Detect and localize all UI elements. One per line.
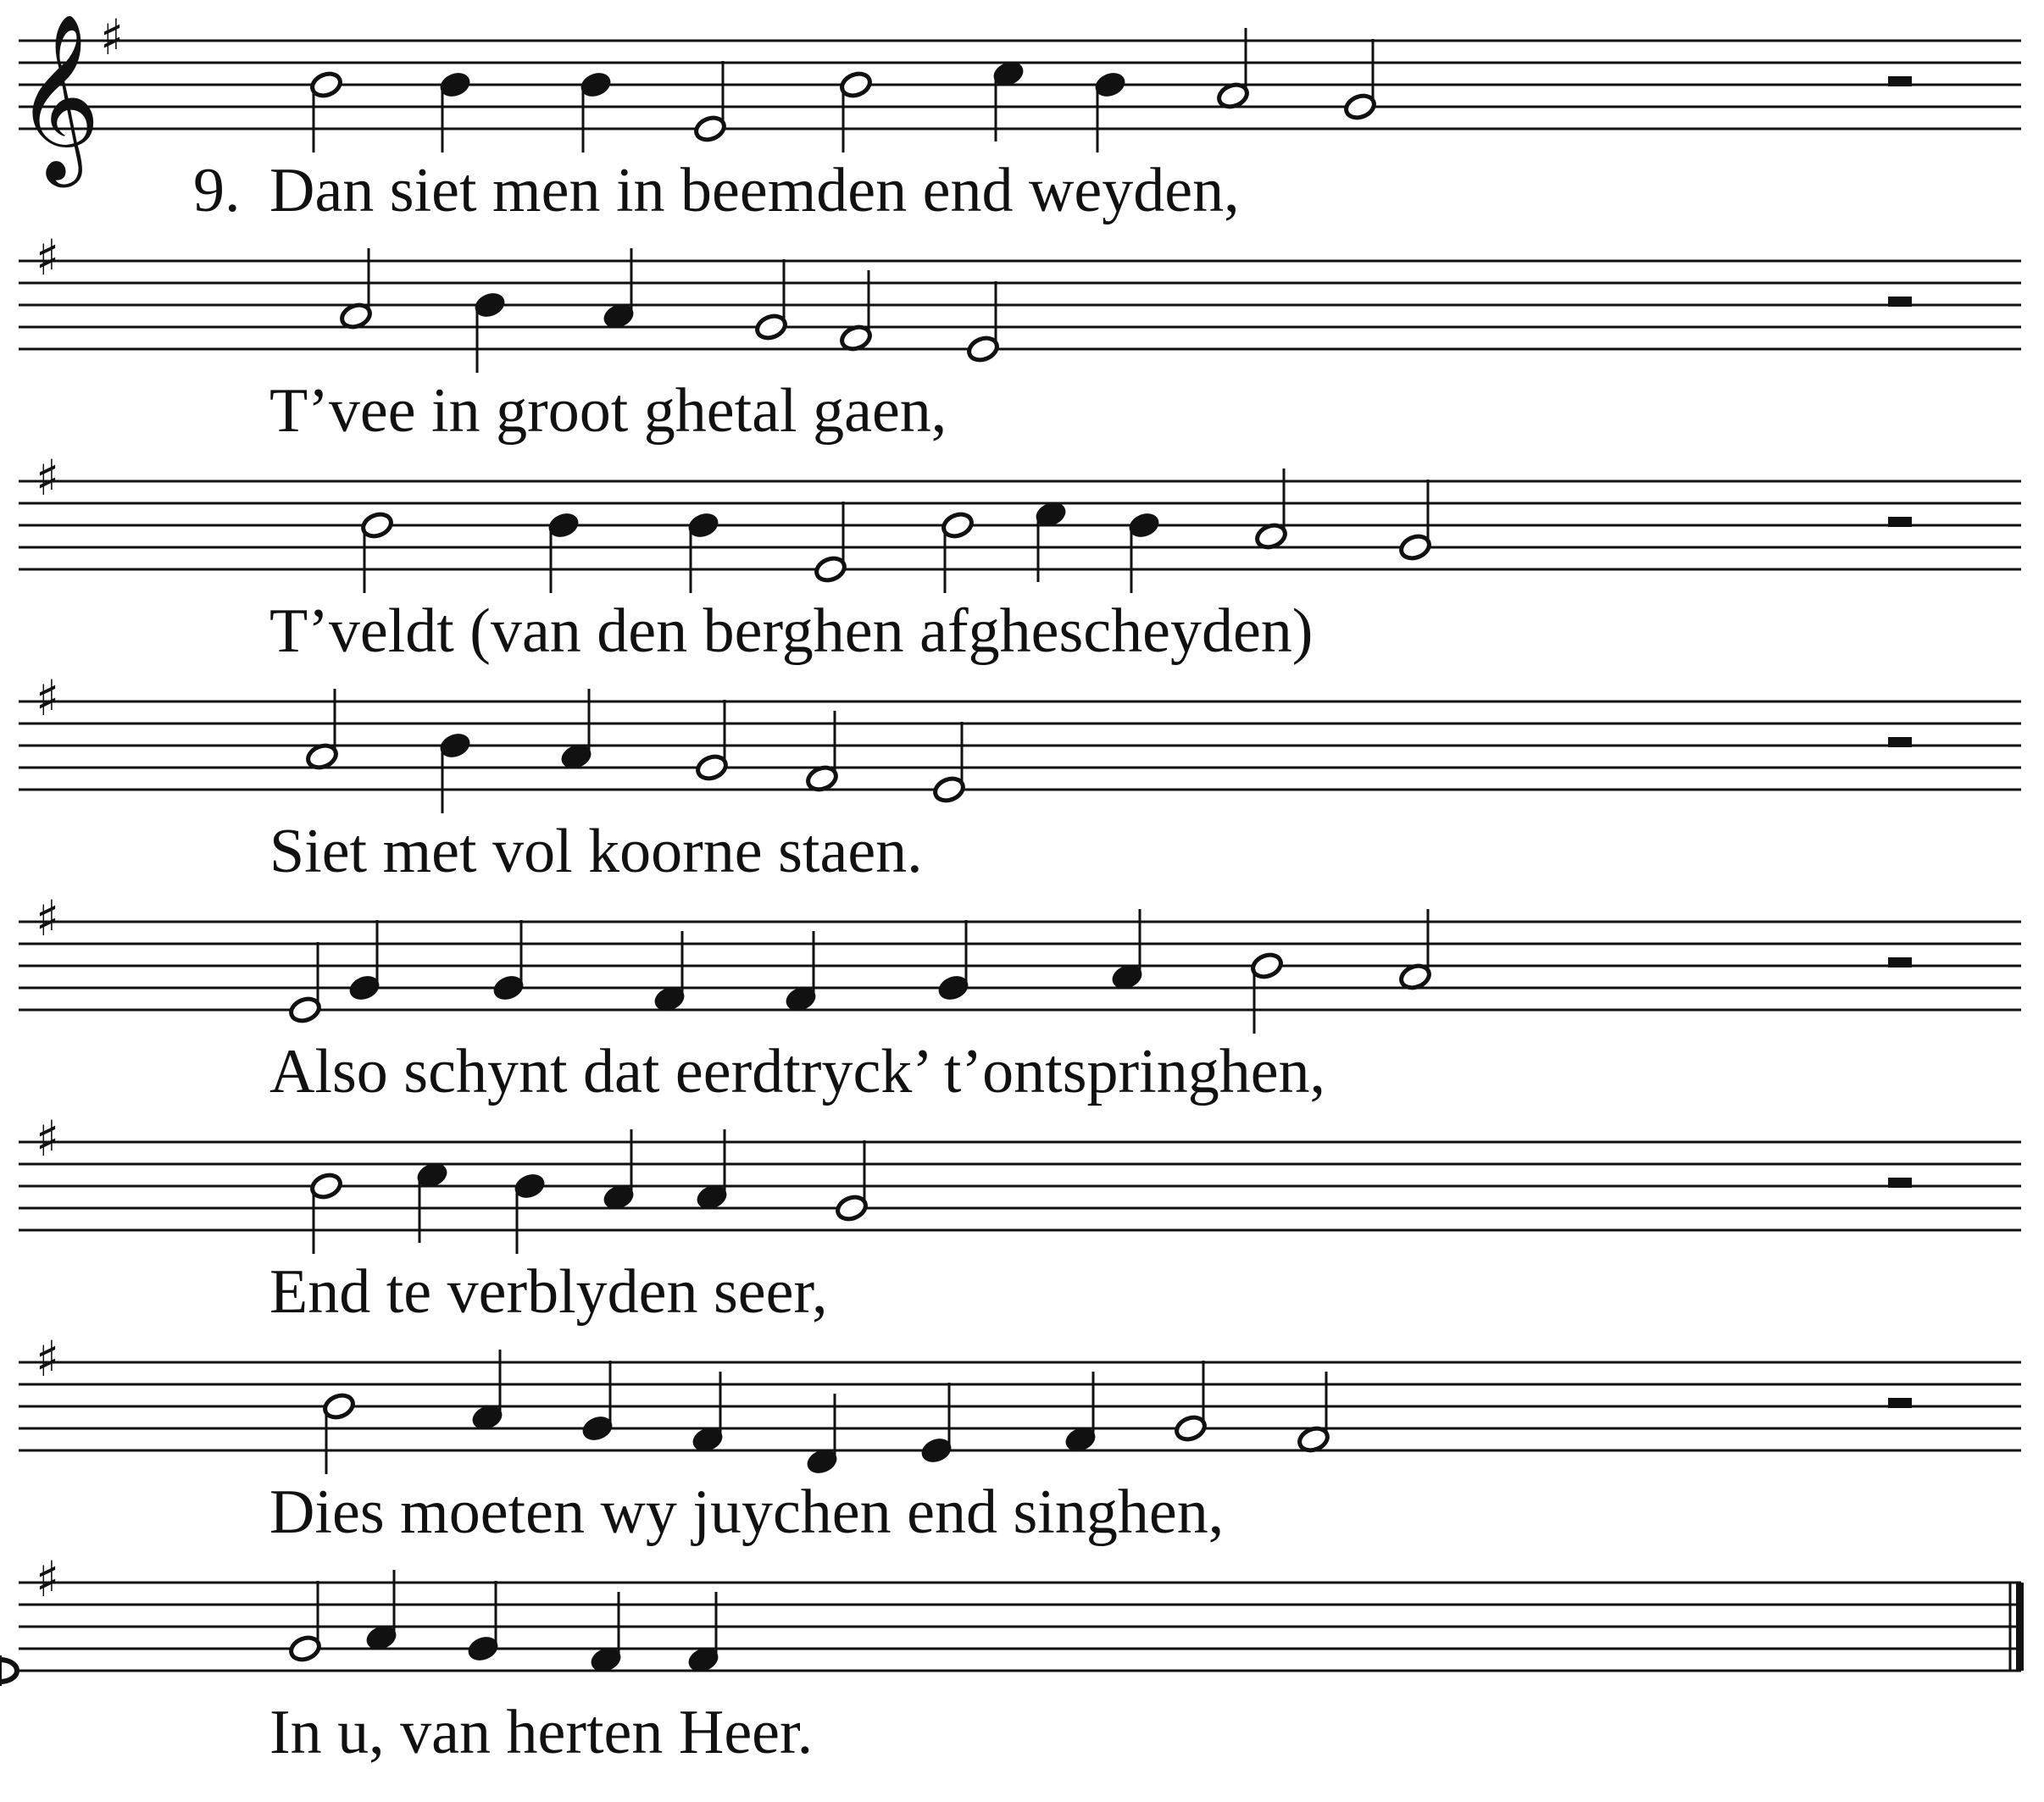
key-signature-sharp-icon: ♯ [36, 669, 60, 727]
half-rest [1888, 1178, 1912, 1188]
lyric-line-7: Dies moeten wy juychen end singhen, [269, 1478, 1225, 1547]
final-barline-thick [2016, 1583, 2024, 1671]
verse-number: 9. [193, 156, 241, 225]
lyric-line-1: Dan siet men in beemden end weyden, [269, 156, 1240, 225]
key-signature-sharp-icon: ♯ [36, 229, 60, 286]
key-signature-sharp-icon: ♯ [36, 1330, 60, 1388]
half-rest [1888, 1398, 1912, 1408]
half-rest [1888, 737, 1912, 747]
key-signature-sharp-icon: ♯ [36, 1110, 60, 1167]
lyric-line-5: Also schynt dat eerdtryck’ t’ontspringhen, [269, 1037, 1326, 1106]
key-signature-sharp-icon: ♯ [36, 890, 60, 947]
lyric-line-3: T’veldt (van den berghen afghescheyden) [269, 596, 1314, 666]
half-rest [1888, 517, 1912, 527]
key-signature-sharp-icon: ♯ [100, 8, 125, 66]
half-rest [1888, 297, 1912, 307]
key-signature-sharp-icon: ♯ [36, 449, 60, 507]
breve-note [0, 1660, 17, 1682]
lyric-line-2: T’vee in groot ghetal gaen, [269, 376, 947, 446]
key-signature-sharp-icon: ♯ [36, 1550, 60, 1608]
lyric-line-8: In u, van herten Heer. [269, 1698, 814, 1767]
treble-clef-icon: 𝄞 [15, 13, 101, 180]
half-rest [1888, 76, 1912, 86]
lyric-line-6: End te verblyden seer, [269, 1257, 828, 1327]
half-rest [1888, 957, 1912, 968]
lyric-line-4: Siet met vol koorne staen. [269, 817, 923, 886]
